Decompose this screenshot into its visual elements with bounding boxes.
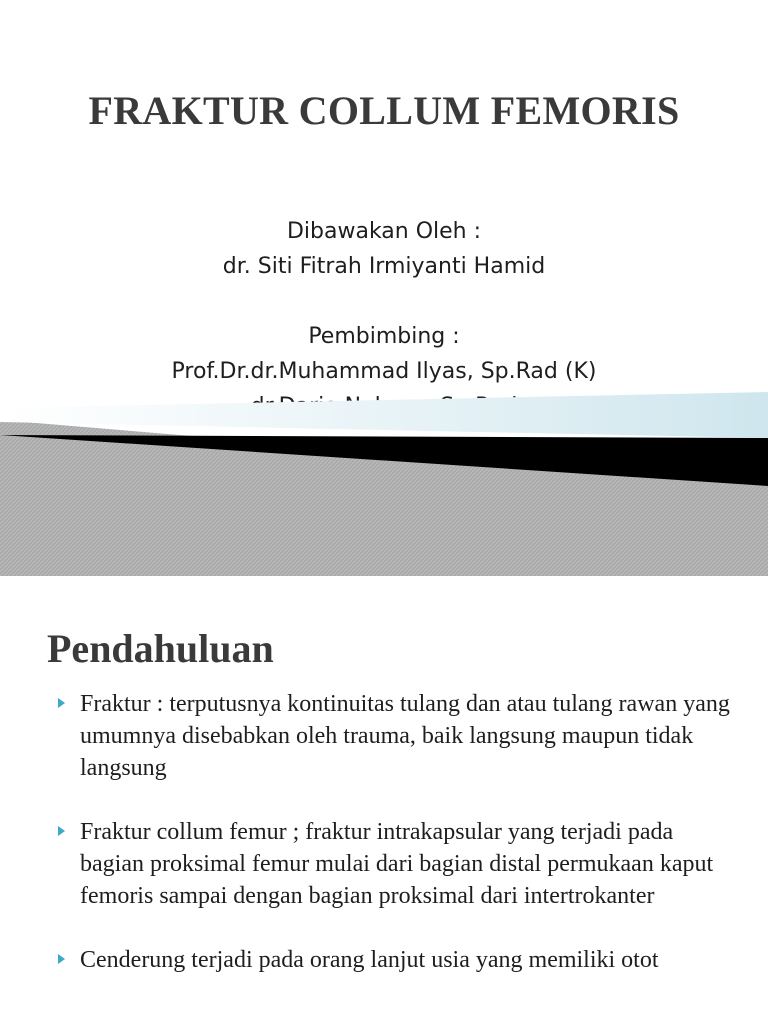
- list-item: [0, 816, 768, 912]
- bullet-arrow-icon: [58, 698, 65, 708]
- slide-heading: Pendahuluan: [47, 626, 274, 671]
- bullet-text: Cenderung terjadi pada orang lanjut usia yang memiliki otot: [80, 947, 659, 973]
- bullet-arrow-icon: [58, 826, 65, 836]
- spacer: [0, 284, 768, 319]
- decorative-band: [0, 380, 768, 576]
- bullet-arrow-icon: [58, 954, 65, 964]
- bullet-text: Fraktur : terputusnya kontinuitas tulang dan atau tulang rawan yang umumnya disebabkan oleh trauma, baik langsung maupun tidak langsung: [80, 691, 730, 781]
- bullet-text: Fraktur collum femur ; fraktur intrakapsular yang terjadi pada bagian proksimal femur mulai dari bagian distal permukaan kaput femoris sampai dengan bagian proksimal dari intertrokanter: [80, 819, 714, 909]
- presenter-name: dr. Siti Fitrah Irmiyanti Hamid: [222, 254, 546, 279]
- list-item: [0, 944, 768, 976]
- supervisor-label: Pembimbing :: [308, 324, 460, 349]
- list-item: [0, 688, 768, 784]
- supervisor-name: Prof.Dr.dr.Muhammad Ilyas, Sp.Rad (K): [171, 359, 597, 384]
- content-slide: [0, 576, 768, 1024]
- slide-title: FRAKTUR COLLUM FEMORIS: [88, 88, 680, 133]
- presented-by-label: Dibawakan Oleh :: [286, 219, 482, 244]
- bullet-list: [0, 688, 768, 1008]
